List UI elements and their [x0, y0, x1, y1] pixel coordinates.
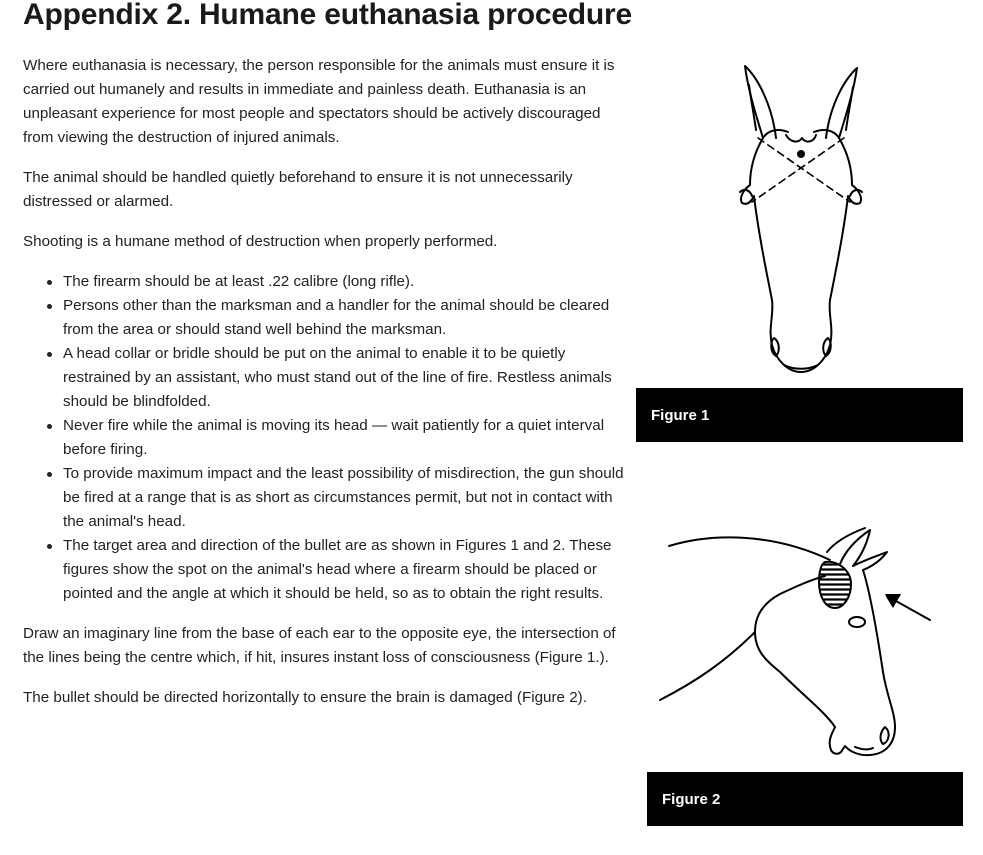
- list-item: The target area and direction of the bullet are as shown in Figures 1 and 2. These figures show the spot on the animal's head where a firearm should be placed or pointed and the angle at which it should be held, so as to obtain the right results.: [23, 534, 628, 606]
- intro-paragraph: Where euthanasia is necessary, the person responsible for the animals must ensure it is carried out humanely and results in immediate and painless death. Euthanasia is an unpleasant experience for most people and spectators should be actively discouraged from viewing the destruction of injured animals.: [23, 57, 615, 146]
- figure-1-caption: Figure 1: [636, 388, 963, 442]
- jaw-line: [755, 594, 835, 727]
- target-dot: [797, 150, 805, 158]
- list-item: Persons other than the marksman and a handler for the animal should be cleared from the area or should stand well behind the marksman.: [23, 294, 628, 342]
- procedure-list: [23, 270, 628, 606]
- left-ear: [745, 66, 776, 138]
- list-item: A head collar or bridle should be put on the animal to enable it to be quietly restrained by an assistant, who must stand out of the line of fire. Restless animals should be blindfolded.: [23, 342, 628, 414]
- shooting-paragraph: Shooting is a humane method of destruction when properly performed.: [23, 233, 498, 250]
- ear-back: [827, 528, 865, 552]
- figure-1-illustration: [728, 60, 874, 382]
- nostril: [881, 727, 889, 744]
- neck-top-line: [669, 537, 830, 560]
- handling-paragraph: The animal should be handled quietly beforehand to ensure it is not unnecessarily distressed or alarmed.: [23, 169, 573, 210]
- page-title: Appendix 2. Humane euthanasia procedure: [23, 0, 633, 31]
- head-outline: [741, 138, 861, 372]
- target-line-left: [758, 138, 850, 202]
- right-ear: [826, 68, 857, 138]
- figure-2-caption: Figure 2: [647, 772, 963, 826]
- list-item: Never fire while the animal is moving its head — wait patiently for a quiet interval before firing.: [23, 414, 628, 462]
- eye: [849, 617, 865, 627]
- target-line-right: [752, 138, 844, 202]
- imaginary-line-paragraph: Draw an imaginary line from the base of each ear to the opposite eye, the intersection of the lines being the centre which, if hit, insures instant loss of consciousness (Figure 1.).: [23, 625, 616, 666]
- bullet-direction-paragraph: The bullet should be directed horizontally to ensure the brain is damaged (Figure 2).: [23, 689, 587, 706]
- target-area: [819, 562, 851, 608]
- list-item: To provide maximum impact and the least possibility of misdirection, the gun should be fired at a range that is as short as circumstances permit, but not in contact with the animal's head.: [23, 462, 628, 534]
- neck-under-line: [660, 632, 755, 700]
- article-body: [23, 54, 628, 726]
- list-item: The firearm should be at least .22 calibre (long rifle).: [23, 270, 628, 294]
- figure-2-illustration: [655, 522, 940, 762]
